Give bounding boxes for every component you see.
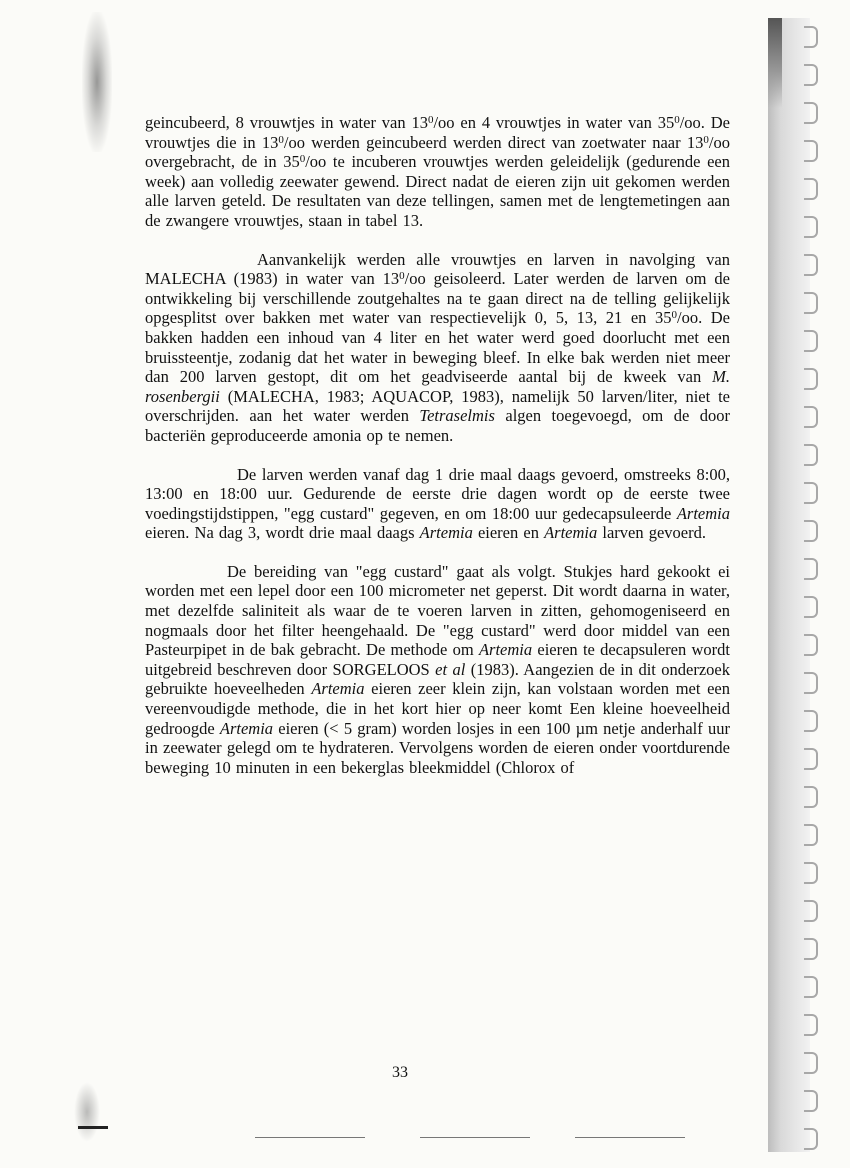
- text-run: eieren zeer klein zijn, kan volstaan worden met een vereenvoudigde methode, die in het kort hier op neer komt Een kleine hoeveelheid gedroogde: [145, 679, 731, 738]
- bottom-rule: [420, 1137, 530, 1138]
- binding-ring: [804, 140, 818, 162]
- text-run: /oo en 4 vrouwtjes in water van 35: [433, 113, 675, 132]
- binding-ring: [804, 938, 818, 960]
- binding-ring: [804, 786, 818, 808]
- bottom-rule: [255, 1137, 365, 1138]
- italic-term: Artemia: [219, 718, 274, 738]
- italic-term: et al: [435, 659, 466, 679]
- binding-ring: [804, 976, 818, 998]
- binding-ring: [804, 406, 818, 428]
- binding-ring: [804, 1090, 818, 1112]
- binding-ring: [804, 862, 818, 884]
- text-run: /oo. De bakken hadden een inhoud van 4 liter en het water werd goed doorlucht met een bruissteentje, zodanig dat het water in beweging bleef. In elke bak werden niet meer dan 200 larven gestopt, dit om het geadviseerde aantal bij de kweek van: [145, 308, 731, 387]
- text-run: De larven werden vanaf dag 1 drie maal daags gevoerd, omstreeks 8:00, 13:00 en 18:00 uur. Gedurende de eerste drie dagen wordt op de eerste twee voedingstijdstippen, "egg custard" gegeven, en om 18:00 uur gedecapsuleerde: [145, 464, 730, 523]
- superscript: 0: [703, 133, 709, 146]
- italic-term: Artemia: [544, 523, 598, 543]
- italic-term: Artemia: [419, 523, 473, 543]
- text-run: larven gevoerd.: [597, 523, 706, 543]
- binding-ring: [804, 748, 818, 770]
- superscript: 0: [299, 153, 306, 166]
- binding-ring: [804, 634, 818, 656]
- binding-ring: [804, 900, 818, 922]
- binding-ring: [804, 368, 818, 390]
- italic-term: Artemia: [676, 503, 730, 523]
- binding-ring: [804, 520, 818, 542]
- text-run: /oo overgebracht, de in 35: [145, 132, 730, 172]
- italic-term: Artemia: [478, 640, 533, 660]
- text-run: /oo geisoleerd. Later werden de larven om de ontwikkeling bij verschillende zoutgehaltes na te gaan direct na de telling gelijkelijk opgesplitst over bakken met water van respectievelijk 0, 5, 13, 21 en 35: [145, 269, 730, 328]
- binding-ring: [804, 1128, 818, 1150]
- corner-mark: [78, 1126, 108, 1129]
- paragraph-4: [145, 562, 730, 778]
- superscript: 0: [399, 270, 405, 283]
- italic-term: Artemia: [311, 679, 365, 699]
- paragraph-3: [145, 465, 730, 543]
- binding-ring: [804, 482, 818, 504]
- text-run: eieren te decapsuleren wordt uitgebreid beschreven door SORGELOOS: [145, 640, 730, 679]
- binding-shadow: [768, 18, 782, 108]
- text-run: algen toegevoegd, om de door bacteriën geproduceerde amonia op te nemen.: [145, 406, 730, 445]
- binding-ring: [804, 596, 818, 618]
- text-run: geincubeerd, 8 vrouwtjes in water van 13: [145, 113, 428, 132]
- binding-ring: [804, 1014, 818, 1036]
- binding-ring: [804, 26, 818, 48]
- page-number: 33: [392, 1064, 408, 1081]
- binding-ring: [804, 444, 818, 466]
- binding-ring: [804, 216, 818, 238]
- text-run: eieren en: [472, 523, 545, 543]
- text-run: /oo. De vrouwtjes die in 13: [145, 113, 731, 152]
- binding-ring: [804, 330, 818, 352]
- text-run: (1983). Aangezien de in dit onderzoek gebruikte hoeveelheden: [145, 659, 730, 699]
- paragraph-1: [145, 113, 730, 231]
- binding-ring: [804, 558, 818, 580]
- binding-ring: [804, 292, 818, 314]
- text-run: eieren. Na dag 3, wordt drie maal daags: [145, 523, 420, 543]
- binding-ring: [804, 710, 818, 732]
- text-run: De bereiding van "egg custard" gaat als volgt. Stukjes hard gekookt ei worden met een lepel door een 100 micrometer net geperst. Dit wordt daarna in water, met dezelfde saliniteit als waar de te voeren larven in zitten, gehomogeniseerd en nogmaals door het filter heengehaald. De "egg custard" werd door middel van een Pasteurpipet in de bak gebracht. De methode om: [145, 561, 730, 660]
- text-run: eieren (< 5 gram) worden losjes in een 100 µm netje anderhalf uur in zeewater gelegd om te hydrateren. Vervolgens worden de eieren onder voortdurende beweging 10 minuten in een bekerglas bleekmiddel (Chlorox of: [145, 718, 730, 777]
- text-run: /oo werden geincubeerd werden direct van zoetwater naar 13: [283, 132, 704, 152]
- bottom-rule: [575, 1137, 685, 1138]
- scan-smudge-top: [82, 12, 112, 152]
- binding-ring: [804, 102, 818, 124]
- text-run: /oo te incuberen vrouwtjes werden geleidelijk (gedurende een week) aan volledig zeewater gewend. Direct nadat de eieren zijn uit gekomen werden alle larven geteld. De resultaten van deze tellingen, samen met de lengtemetingen aan de zwangere vrouwtjes, staan in tabel 13.: [145, 152, 730, 230]
- superscript: 0: [671, 309, 677, 322]
- binding-ring: [804, 254, 818, 276]
- superscript: 0: [427, 114, 434, 126]
- binding-ring: [804, 178, 818, 200]
- scan-smudge-bottom: [74, 1082, 100, 1142]
- superscript: 0: [278, 133, 284, 146]
- binding-ring: [804, 824, 818, 846]
- binding-ring: [804, 1052, 818, 1074]
- body-text: [145, 113, 730, 796]
- italic-term: M. rosenbergii: [145, 367, 730, 406]
- text-run: (MALECHA, 1983; AQUACOP, 1983), namelijk 50 larven/liter, niet te overschrijden. aan het water werden: [145, 386, 730, 426]
- binding-ring: [804, 64, 818, 86]
- italic-term: Tetraselmis: [419, 406, 495, 426]
- superscript: 0: [674, 114, 680, 126]
- binding-ring: [804, 672, 818, 694]
- paragraph-2: [145, 250, 730, 446]
- text-run: Aanvankelijk werden alle vrouwtjes en larven in navolging van MALECHA (1983) in water van 13: [145, 249, 730, 289]
